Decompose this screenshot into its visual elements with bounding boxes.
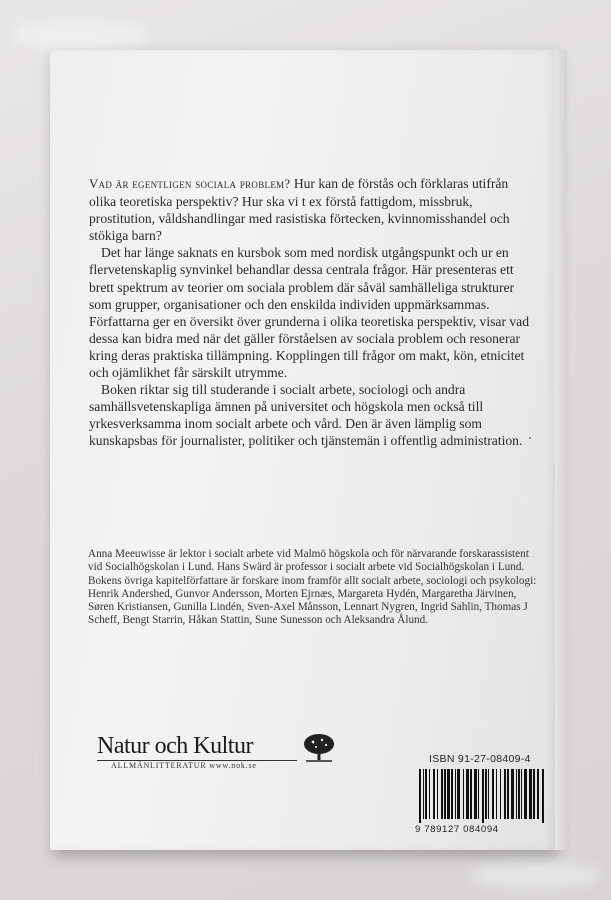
cloth-fold [470,860,600,890]
blurb-paragraph-1 [89,175,531,244]
back-cover-blurb [89,175,531,450]
publisher-name: Natur och Kultur [97,733,253,759]
blurb-p1-text: Hur kan de förstås och förklaras utifrån olika teoretiska perspektiv? Hur ska vi t ex förstå fattigdom, missbruk, prostitution, våldshandlingar med rasistiska förtecken, kvinnomisshandel och stökiga barn? [89,176,510,244]
book-back-cover [50,50,555,850]
blurb-lead: Vad är egentligen sociala problem? [89,177,291,191]
publisher-subtitle: ALLMÄNLITTERATUR www.nok.se [111,761,257,770]
barcode-bars [419,769,547,823]
publisher-logo [97,733,317,783]
ean-number: 9 789127 084094 [415,824,499,835]
blurb-paragraph-2: Det har länge saknats en kursbok som med nordisk utgångspunkt och ur en flervetenskaplig synvinkel behandlar dessa centrala frågor. Här presenteras ett brett spektrum av teorier om sociala problem där såväl samhälleliga strukturer som grupper, organisationer och den enskilda individen uppmärksammas. Författarna ger en översikt över grunderna i olika teoretiska perspektiv, visar vad dessa kan bidra med när det gäller förståelsen av sociala problem och resonerar kring deras praktiska tillämpning. Kopplingen till frågor om makt, kön, etnicitet och ojämlikhet får särskilt utrymme. [89,245,530,381]
paper-speck [529,437,531,439]
barcode [415,753,549,843]
blurb-paragraph-3: Boken riktar sig till studerande i socialt arbete, sociologi och andra samhällsvetenskapliga ämnen på universitet och högskola men också till yrkesverksamma inom socialt arbete och vård. Den är även lämplig som kunskapsbas för journalister, politiker och tjänstemän i offentlig administration. [89,382,523,449]
author-bio: Anna Meeuwisse är lektor i socialt arbete vid Malmö högskola och för närvarande forskarassistent vid Socialhögskolan i Lund. Hans Swärd är professor i socialt arbete vid Socialhögskolan i Lund. Bokens övriga kapitelförfattare är forskare inom framför allt socialt arbete, sociologi och psykologi: Henrik Andershed, Gunvor Andersson, Morten Ejrnæs, Margareta Hydén, Margaretha Järvinen, Søren Kristiansen, Gunilla Lindén, Sven-Axel Månsson, Lennart Nygren, Ingrid Sahlin, Thomas J Scheff, Bengt Starrin, Håkan Stattin, Sune Sunesson och Aleksandra Ålund. [88,548,537,627]
isbn-number: ISBN 91-27-08409-4 [429,753,531,765]
cloth-fold [10,20,150,50]
tree-icon [302,733,336,763]
